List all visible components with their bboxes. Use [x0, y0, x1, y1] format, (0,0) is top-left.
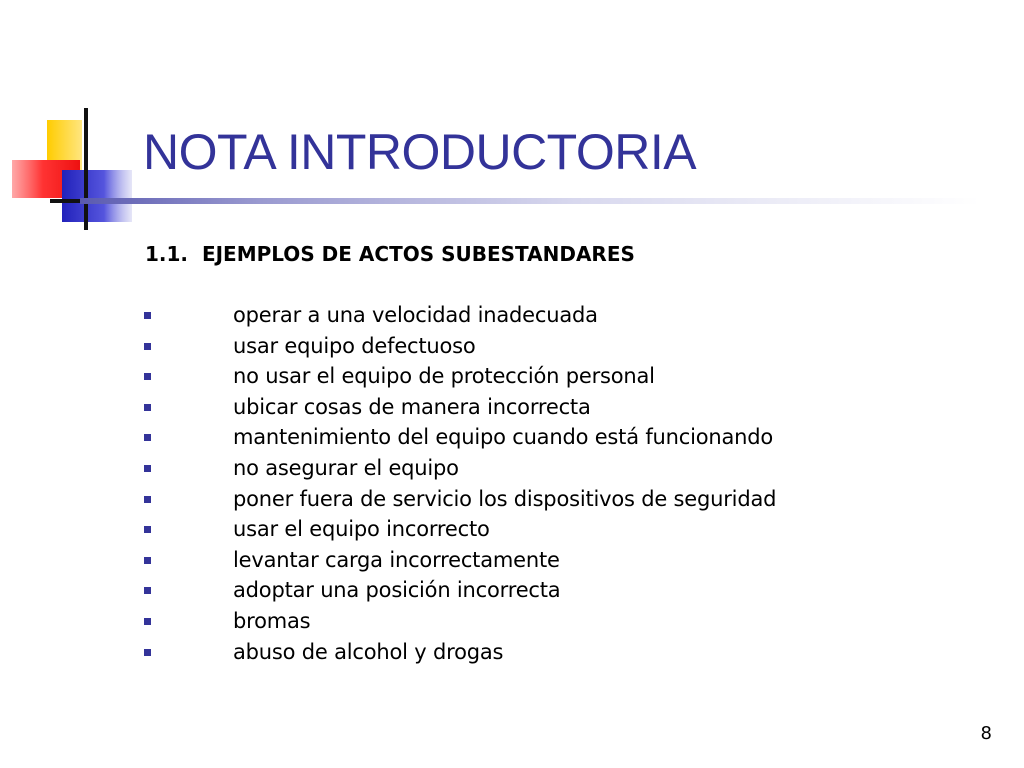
decorative-squares-logo — [0, 0, 150, 240]
square-bullet-icon — [144, 312, 151, 319]
logo-blue-square — [62, 170, 132, 222]
section-heading: 1.1. EJEMPLOS DE ACTOS SUBESTANDARES — [145, 242, 635, 266]
page-number: 8 — [980, 723, 992, 744]
square-bullet-icon — [144, 587, 151, 594]
square-bullet-icon — [144, 404, 151, 411]
logo-vertical-line — [84, 108, 88, 230]
title-underline — [80, 198, 980, 204]
square-bullet-icon — [144, 465, 151, 472]
square-bullet-icon — [144, 343, 151, 350]
square-bullet-icon — [144, 526, 151, 533]
slide-title: NOTA INTRODUCTORIA — [143, 124, 697, 180]
logo-horizontal-line — [50, 199, 84, 203]
square-bullet-icon — [144, 649, 151, 656]
square-bullet-icon — [144, 557, 151, 564]
square-bullet-icon — [144, 496, 151, 503]
square-bullet-icon — [144, 618, 151, 625]
square-bullet-icon — [144, 434, 151, 441]
square-bullet-icon — [144, 373, 151, 380]
